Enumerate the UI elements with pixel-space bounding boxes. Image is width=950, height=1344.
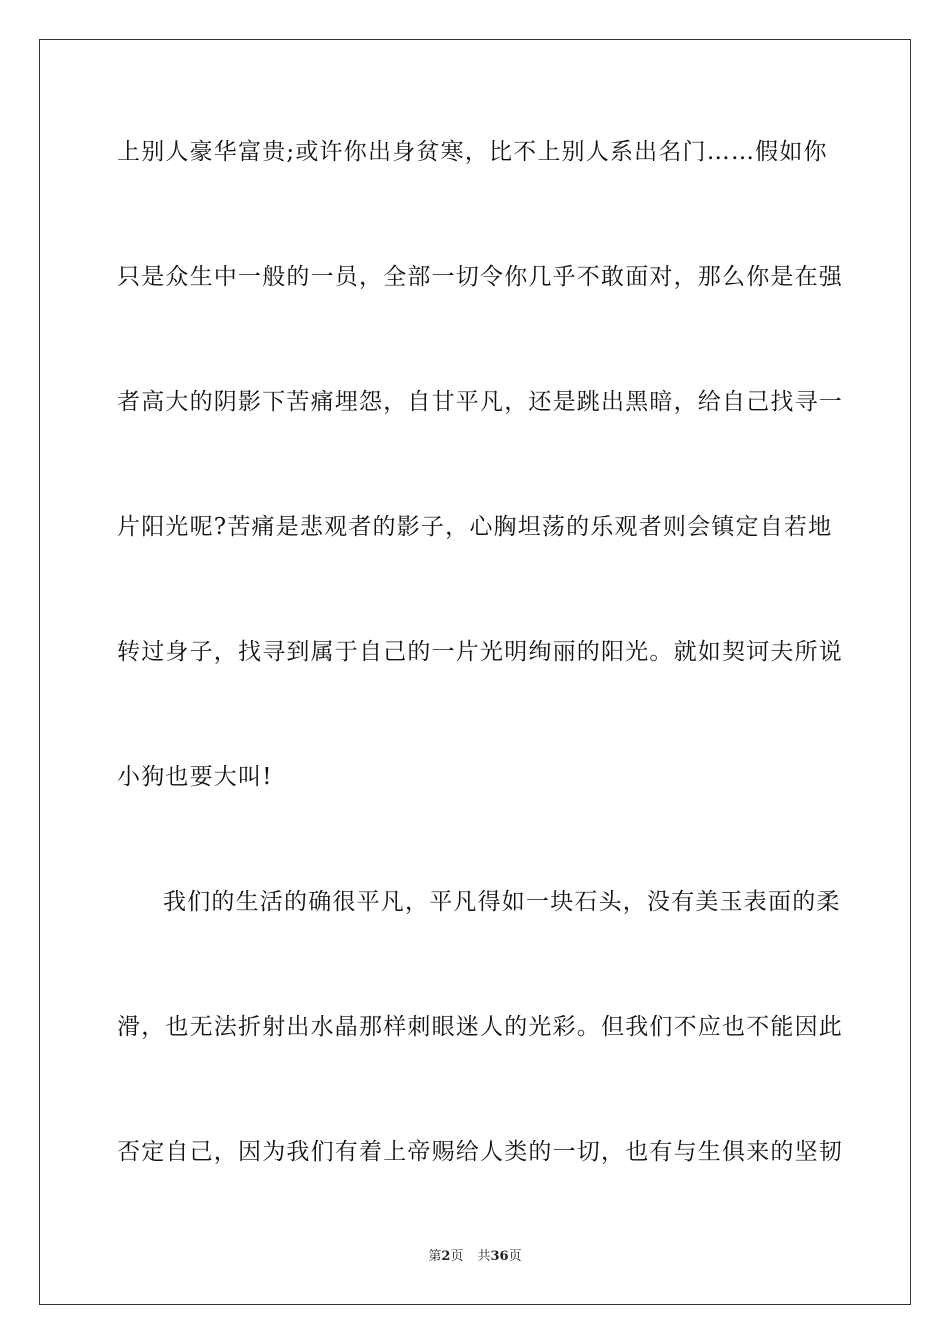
page-footer bbox=[0, 1248, 950, 1266]
page-border bbox=[39, 39, 911, 1305]
text-line-1: 上别人豪华富贵;或许你出身贫寒，比不上别人系出名门……假如你 bbox=[117, 139, 828, 165]
footer-total-suffix: 页 bbox=[508, 1249, 522, 1264]
text-line-8: 滑，也无法折射出水晶那样刺眼迷人的光彩。但我们不应也不能因此 bbox=[117, 1014, 843, 1040]
text-line-6: 小狗也要大叫! bbox=[117, 764, 273, 790]
text-line-3: 者高大的阴影下苦痛埋怨，自甘平凡，还是跳出黑暗，给自己找寻一 bbox=[117, 389, 843, 415]
text-line-5: 转过身子，找寻到属于自己的一片光明绚丽的阳光。就如契诃夫所说 bbox=[117, 639, 843, 665]
text-line-9: 否定自己，因为我们有着上帝赐给人类的一切，也有与生俱来的坚韧 bbox=[117, 1139, 843, 1165]
footer-page-suffix: 页 bbox=[450, 1249, 464, 1264]
footer-total-prefix: 共 bbox=[477, 1249, 491, 1264]
text-line-7: 我们的生活的确很平凡，平凡得如一块石头，没有美玉表面的柔 bbox=[163, 889, 841, 915]
text-line-2: 只是众生中一般的一员，全部一切令你几乎不敢面对，那么你是在强 bbox=[117, 264, 843, 290]
footer-page-number: 2 bbox=[441, 1249, 451, 1264]
footer-page-prefix: 第 bbox=[428, 1249, 442, 1264]
footer-total-pages: 36 bbox=[490, 1249, 509, 1264]
text-line-4: 片阳光呢?苦痛是悲观者的影子，心胸坦荡的乐观者则会镇定自若地 bbox=[117, 514, 833, 540]
